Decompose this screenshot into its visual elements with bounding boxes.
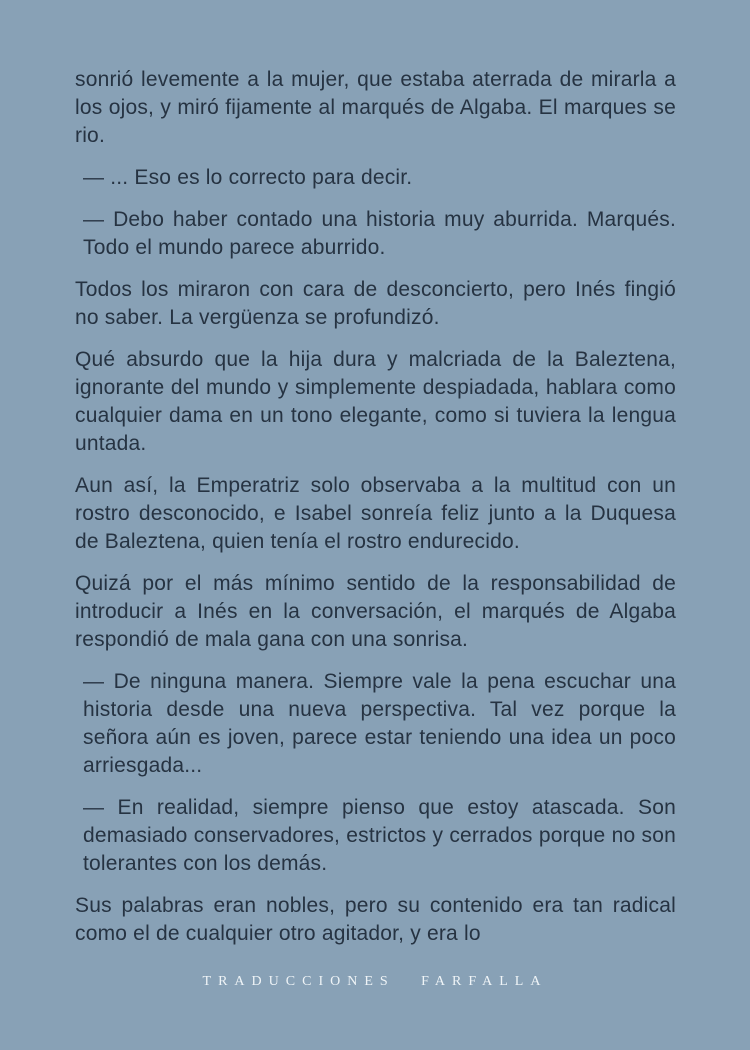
paragraph-dialogue: — En realidad, siempre pienso que estoy atascada. Son demasiado conservadores, estrictos y cerrados porque no son tolerantes con los demás. [83, 796, 676, 875]
paragraph-narration: sonrió levemente a la mujer, que estaba aterrada de mirarla a los ojos, y miró fijamente al marqués de Algaba. El marques se rio. [75, 68, 676, 147]
paragraph-dialogue: — De ninguna manera. Siempre vale la pena escuchar una historia desde una nueva perspectiva. Tal vez porque la señora aún es joven, parece estar teniendo una idea un poco arriesgada... [83, 670, 676, 777]
paragraph-narration: Aun así, la Emperatriz solo observaba a la multitud con un rostro desconocido, e Isabel sonreía feliz junto a la Duquesa de Baleztena, quien tenía el rostro endurecido. [75, 474, 676, 553]
paragraph-narration: Qué absurdo que la hija dura y malcriada de la Baleztena, ignorante del mundo y simplemente despiadada, hablara como cualquier dama en un tono elegante, como si tuviera la lengua untada. [75, 348, 676, 455]
paragraph-narration: Sus palabras eran nobles, pero su contenido era tan radical como el de cualquier otro agitador, y era lo [75, 894, 676, 945]
story-text [75, 66, 676, 962]
paragraph-narration: Quizá por el más mínimo sentido de la responsabilidad de introducir a Inés en la conversación, el marqués de Algaba respondió de mala gana con una sonrisa. [75, 572, 676, 651]
paragraph-dialogue: — ... Eso es lo correcto para decir. [83, 166, 413, 189]
paragraph-dialogue: — Debo haber contado una historia muy aburrida. Marqués. Todo el mundo parece aburrido. [83, 208, 676, 259]
translator-credit [0, 974, 750, 990]
paragraph-narration: Todos los miraron con cara de desconcierto, pero Inés fingió no saber. La vergüenza se profundizó. [75, 278, 676, 329]
translator-credit-text: TRADUCCIONES FARFALLA [202, 974, 548, 989]
